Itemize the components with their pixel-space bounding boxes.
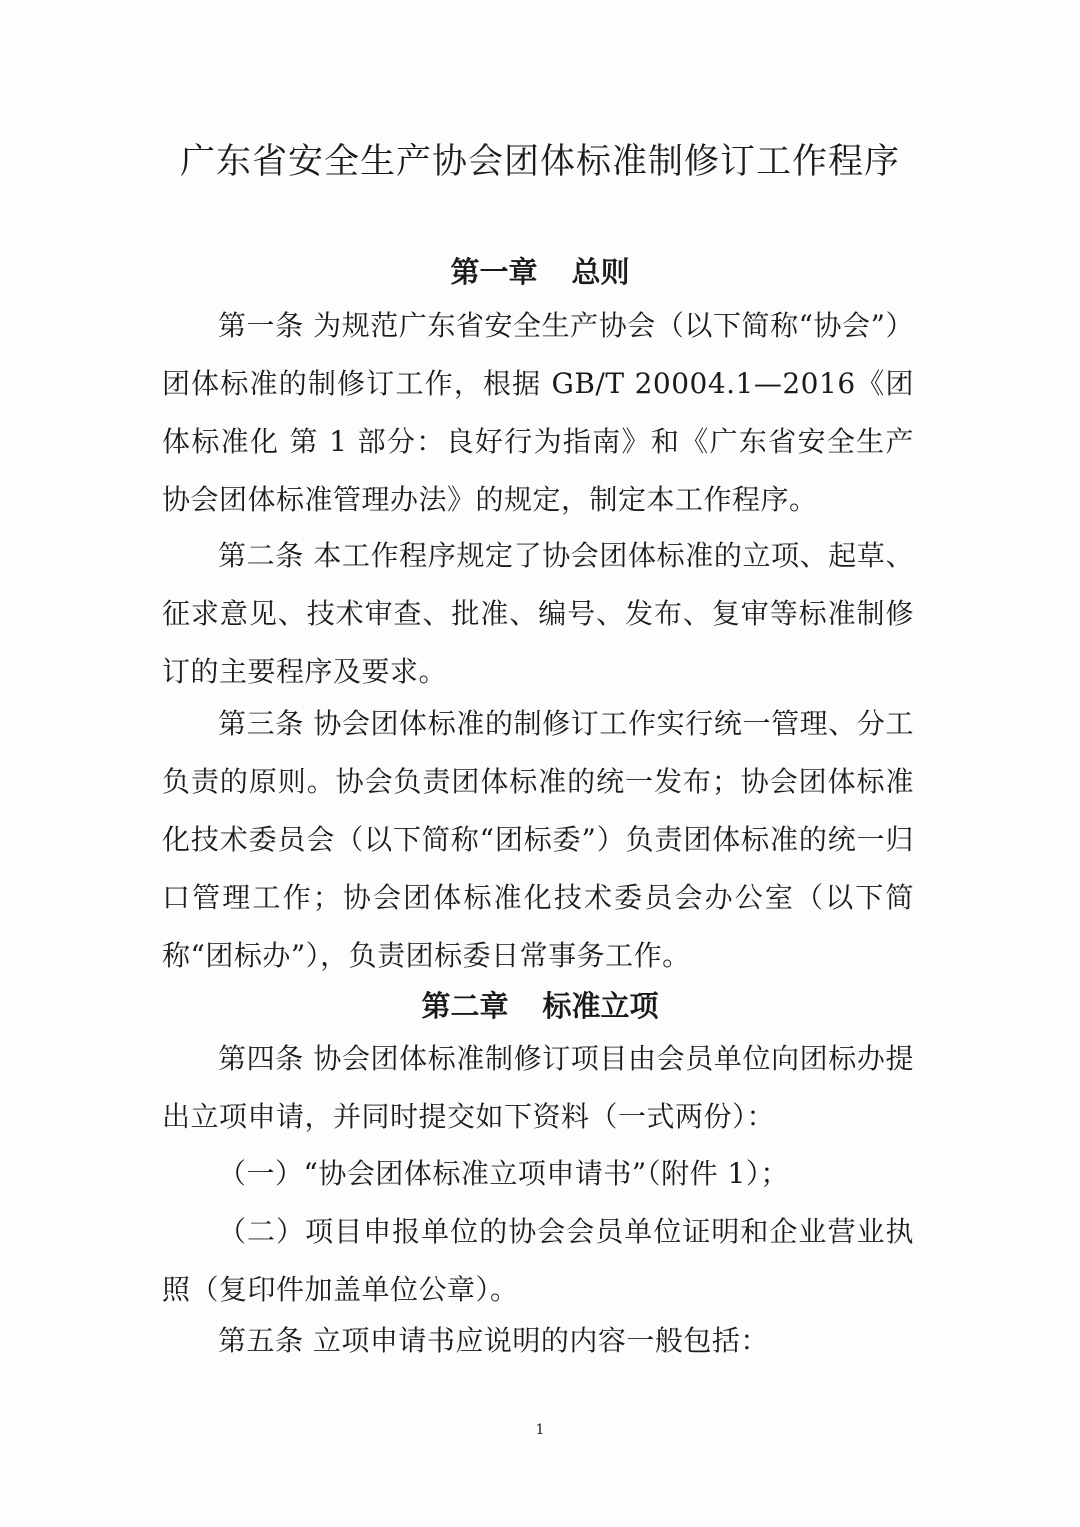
chapter-heading-2	[0, 986, 1080, 1026]
chapter-label: 第一章	[450, 255, 538, 289]
article-2: 第二条 本工作程序规定了协会团体标准的立项、起草、征求意见、技术审查、批准、编号、发布、复审等标准制修订的主要程序及要求。	[162, 539, 914, 688]
list-item-1: （一）“协会团体标准立项申请书”（附件 1）；	[218, 1157, 789, 1190]
chapter-name: 标准立项	[542, 989, 659, 1023]
list-item-2: （二）项目申报单位的协会会员单位证明和企业营业执照（复印件加盖单位公章）。	[162, 1215, 914, 1306]
page-number: 1	[535, 1422, 545, 1438]
chapter-label: 第二章	[421, 989, 509, 1023]
article-3: 第三条 协会团体标准的制修订工作实行统一管理、分工负责的原则。协会负责团体标准的统一发布；协会团体标准化技术委员会（以下简称“团标委”）负责团体标准的统一归口管理工作；协会团体标准化技术委员会办公室（以下简称“团标办”），负责团标委日常事务工作。	[162, 707, 914, 972]
article-5: 第五条 立项申请书应说明的内容一般包括：	[218, 1324, 769, 1357]
chapter-heading-1	[0, 252, 1080, 292]
document-title: 广东省安全生产协会团体标准制修订工作程序	[179, 142, 900, 182]
article-4: 第四条 协会团体标准制修订项目由会员单位向团标办提出立项申请，并同时提交如下资料（一式两份）：	[162, 1042, 914, 1133]
chapter-name: 总则	[571, 255, 630, 289]
article-1: 第一条 为规范广东省安全生产协会（以下简称“协会”）团体标准的制修订工作，根据 GB/T 20004.1—2016《团体标准化 第 1 部分：良好行为指南》和《广东省安全生产协会团体标准管理办法》的规定，制定本工作程序。	[162, 309, 914, 516]
